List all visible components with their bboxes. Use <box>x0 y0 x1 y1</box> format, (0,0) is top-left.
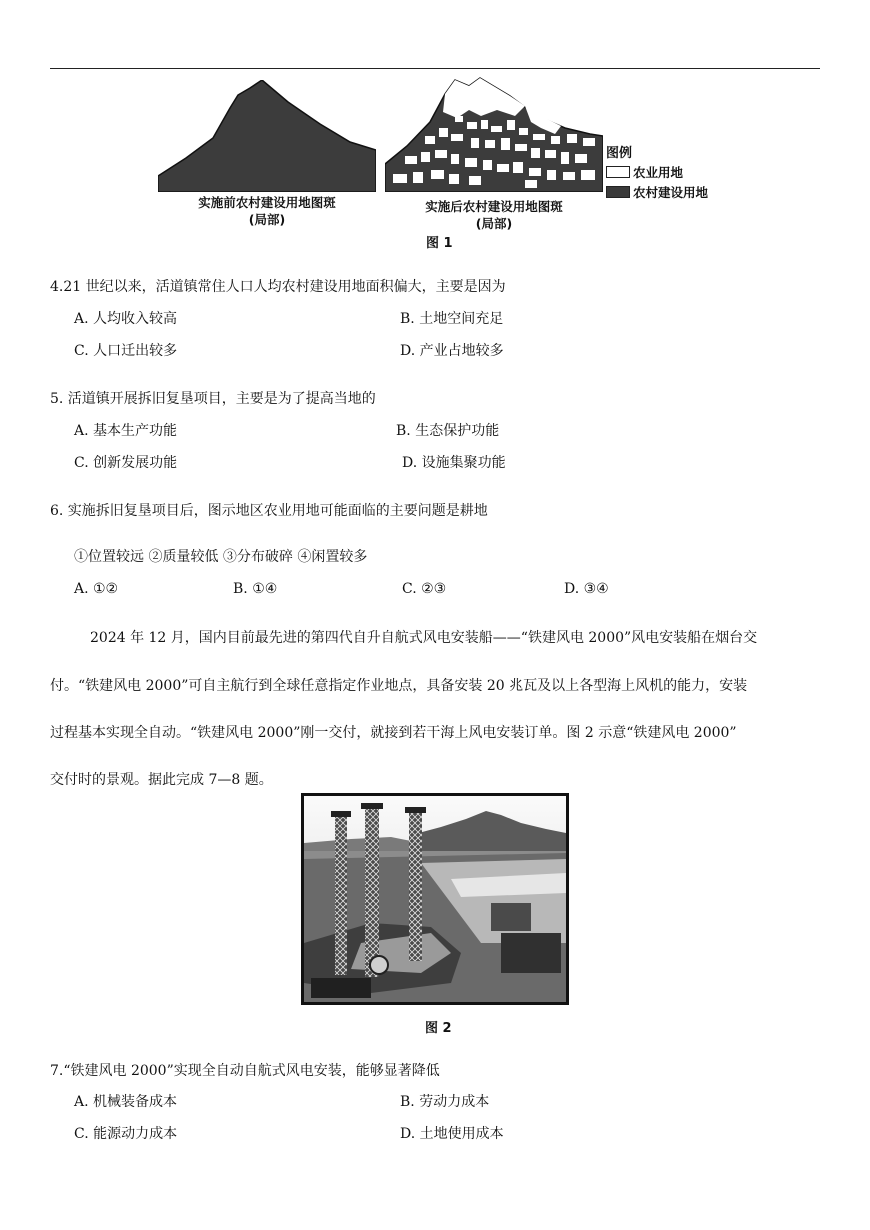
question-7-option-b[interactable]: B. 劳动力成本 <box>400 1094 490 1110</box>
header-rule <box>50 68 820 69</box>
question-4-option-d[interactable]: D. 产业占地较多 <box>400 343 504 359</box>
map-before-caption: 实施前农村建设用地图斑 (局部) <box>198 195 336 227</box>
question-5-option-c[interactable]: C. 创新发展功能 <box>74 455 178 471</box>
question-6-option-a[interactable]: A. ①② <box>74 581 119 597</box>
question-6-statements: ①位置较远 ②质量较低 ③分布破碎 ④闲置较多 <box>74 549 368 565</box>
legend-label-construction: 农村建设用地 <box>633 185 709 200</box>
map-after <box>385 76 603 192</box>
map-before <box>158 80 376 192</box>
legend-item-agricultural <box>606 163 708 181</box>
question-5-option-a[interactable]: A. 基本生产功能 <box>74 423 178 439</box>
passage-line-3: 过程基本实现全自动。“铁建风电 2000”刚一交付，就接到若干海上风电安装订单。图 2 示意“铁建风电 2000” <box>50 725 737 741</box>
question-5-stem: 5. 活道镇开展拆旧复垦项目，主要是为了提高当地的 <box>50 391 376 407</box>
legend-swatch-construction <box>606 186 630 198</box>
question-6-stem: 6. 实施拆旧复垦项目后，图示地区农业用地可能面临的主要问题是耕地 <box>50 503 488 519</box>
question-7-option-c[interactable]: C. 能源动力成本 <box>74 1126 178 1142</box>
question-6-option-b[interactable]: B. ①④ <box>233 581 278 597</box>
question-4-stem: 4.21 世纪以来，活道镇常住人口人均农村建设用地面积偏大，主要是因为 <box>50 279 506 295</box>
legend-label-agricultural: 农业用地 <box>633 165 684 180</box>
map-after-caption: 实施后农村建设用地图斑 (局部) <box>425 199 563 231</box>
figure-1-legend <box>606 142 708 201</box>
question-6-option-c[interactable]: C. ②③ <box>402 581 447 597</box>
question-4-option-c[interactable]: C. 人口迁出较多 <box>74 343 178 359</box>
figure-1-label: 图 1 <box>426 236 453 251</box>
question-5-option-d[interactable]: D. 设施集聚功能 <box>402 455 506 471</box>
question-4-option-a[interactable]: A. 人均收入较高 <box>74 311 178 327</box>
passage-line-1: 2024 年 12 月，国内目前最先进的第四代自升自航式风电安装船——“铁建风电 2000”风电安装船在烟台交 <box>90 630 758 646</box>
question-7-option-d[interactable]: D. 土地使用成本 <box>400 1126 504 1142</box>
question-7-option-a[interactable]: A. 机械装备成本 <box>74 1094 178 1110</box>
legend-item-construction <box>606 183 708 201</box>
figure-2-label: 图 2 <box>425 1021 452 1036</box>
question-4-option-b[interactable]: B. 土地空间充足 <box>400 311 504 327</box>
passage-line-4: 交付时的景观。据此完成 7—8 题。 <box>50 772 273 788</box>
figure-2-photo <box>301 793 569 1005</box>
question-7-stem: 7.“铁建风电 2000”实现全自动自航式风电安装，能够显著降低 <box>50 1063 440 1079</box>
question-5-option-b[interactable]: B. 生态保护功能 <box>396 423 500 439</box>
legend-swatch-agricultural <box>606 166 630 178</box>
legend-title: 图例 <box>606 146 633 161</box>
passage-line-2: 付。“铁建风电 2000”可自主航行到全球任意指定作业地点，具备安装 20 兆瓦及以上各型海上风机的能力，安装 <box>50 678 748 694</box>
question-6-option-d[interactable]: D. ③④ <box>564 581 609 597</box>
